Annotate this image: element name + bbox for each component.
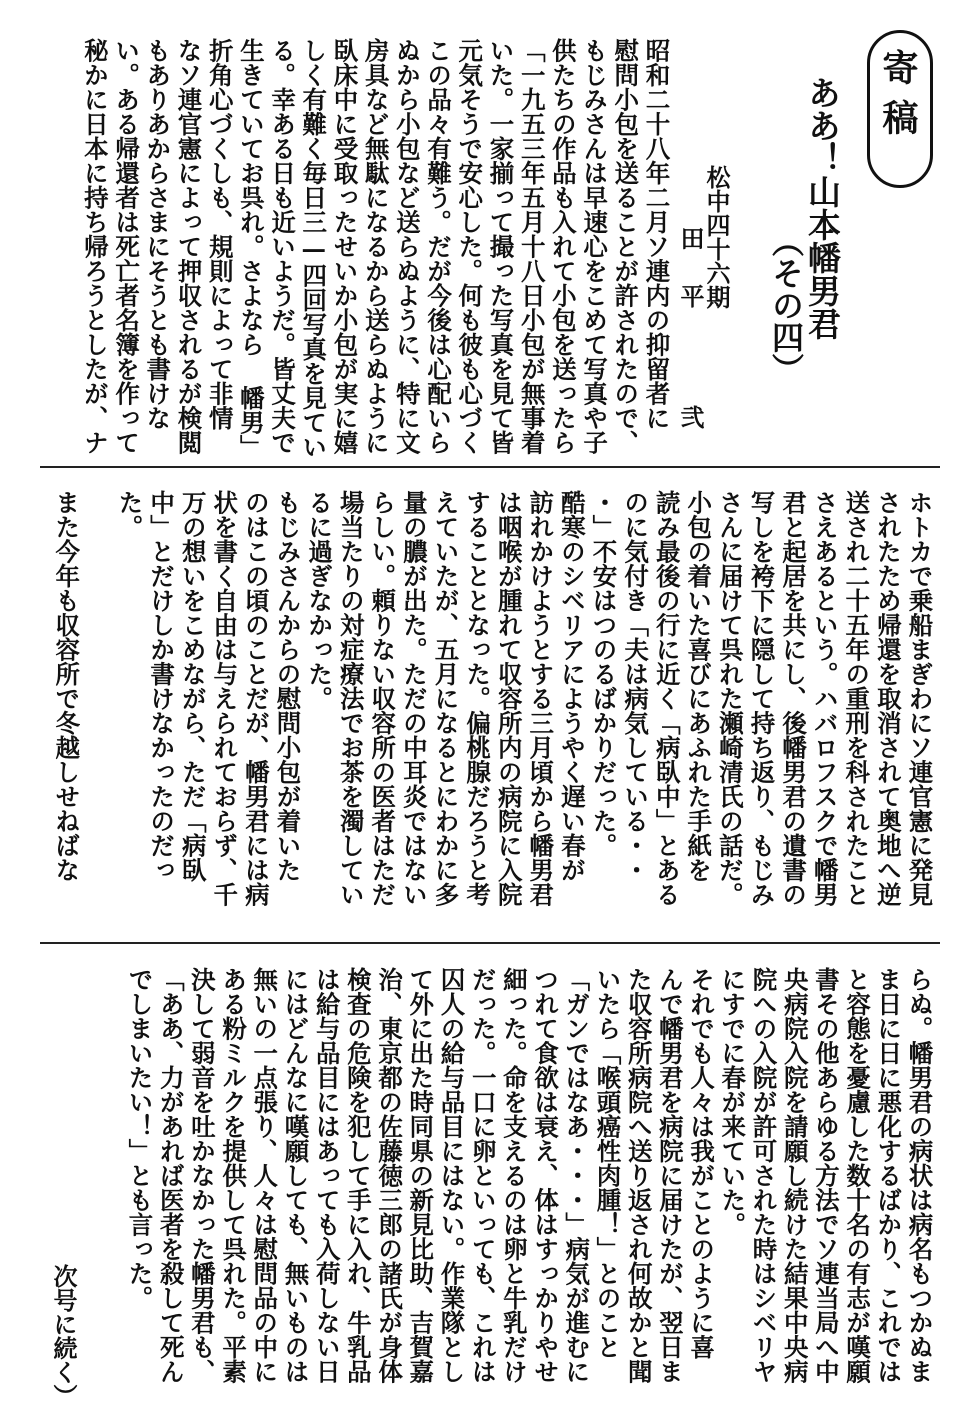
text-column: 君と起居を共にし、後幡男君の遺書の [779, 490, 809, 907]
text-column: にすでに春が来ていた。 [718, 967, 748, 1237]
text-column: さえあるという。ハバロフスクで幡男 [810, 490, 840, 907]
text-column: い。ある帰還者は死亡者名簿を作って [112, 38, 142, 455]
text-column: 読み最後の行に近く「病臥中」とある [652, 490, 682, 907]
byline-author: 田平 弐 [676, 226, 705, 463]
byline-school: 松中四十六期 [702, 165, 731, 309]
text-column: のに気付き「夫は病気している・・ [621, 490, 651, 882]
text-column: と容態を憂慮した数十名の有志が嘆願 [843, 967, 873, 1384]
text-column: さんに届けて呉れた瀬崎清氏の話だ。 [715, 490, 745, 907]
text-column: て外に出た時同県の新見比助、吉賀嘉 [406, 967, 436, 1384]
text-column: 「ガンではなあ・・・」病気が進むに [562, 967, 592, 1384]
text-column: 央病院入院を請願し続けた結果中央病 [780, 967, 810, 1384]
text-column: いた。一家揃って撮った写真を見て皆 [486, 38, 516, 455]
text-column: ぬから小包など送らぬように、特に文 [392, 38, 422, 455]
text-column: ある粉ミルクを提供して呉れた。平素 [219, 967, 249, 1384]
text-column: ・」不安はつのるばかりだった。 [589, 490, 619, 858]
text-column: るに過ぎなかった。 [305, 490, 335, 711]
text-column: しく有難く毎日三—四回写真を見てい [299, 38, 329, 459]
text-column: 小包の着いた喜びにあふれた手紙を [684, 490, 714, 882]
text-column: することとなった。偏桃腺だろうと考 [463, 490, 493, 907]
article-title: ああ！山本幡男君 [803, 76, 842, 340]
article-subtitle: （その四） [767, 225, 805, 385]
text-column: でしまいたい！」とも言った。 [125, 967, 155, 1310]
text-column: だった。一口に卵といっても、これは [468, 967, 498, 1384]
text-column: 秘かに日本に持ち帰ろうとしたが、ナ [80, 38, 110, 455]
text-column: は給与品目にはあっても入荷しない日 [312, 967, 342, 1384]
text-column: 折角心づくしも、規則によって非情 [205, 38, 235, 430]
text-column: 細った。命を支えるのは卵と牛乳だけ [499, 967, 529, 1384]
text-column: 「ああ、力があれば医者を殺して死ん [156, 967, 186, 1384]
text-column: ま日に日に悪化するばかり、これでは [874, 967, 904, 1384]
text-column: 場当たりの対症療法でお茶を濁してい [336, 490, 366, 907]
text-column: もありあからさまにそうとも書けな [143, 38, 173, 430]
to-be-continued: 次号に続く） [49, 1264, 78, 1408]
text-column: た。 [115, 490, 145, 539]
text-column: 無いの一点張り、人々は慰問品の中に [250, 967, 280, 1384]
text-column: 写しを袴下に隠して持ち返り、もじみ [747, 490, 777, 907]
text-column: また今年も収容所で冬越しせねばな [52, 490, 82, 882]
text-column: にはどんなに嘆願しても、無いものは [281, 967, 311, 1384]
text-column: た収容所病院へ送り返され何故かと聞 [624, 967, 654, 1384]
text-column: それでも人々は我がことのように喜 [687, 967, 717, 1359]
text-column: 状を書く自由は与えられておらず、千 [210, 490, 240, 907]
text-column: 生きていてお呉れ。さよなら 幡男」 [236, 38, 266, 459]
text-column: 決して弱音を吐かなかった幡男君も、 [187, 967, 217, 1384]
text-column: 書その他あらゆる方法でソ連当局へ中 [811, 967, 841, 1384]
text-column: 中」とだけしか書けなかったのだっ [147, 490, 177, 882]
text-column: る。幸ある日も近いようだ。皆丈夫で [268, 38, 298, 455]
text-column: 供たちの作品も入れて小包を送ったら [548, 38, 578, 455]
text-column: 送され二十五年の重刑を科されたこと [842, 490, 872, 907]
text-column: 元気そうで安心した。何も彼も心づく [455, 38, 485, 455]
text-column: 臥床中に受取ったせいか小包が実に嬉 [330, 38, 360, 455]
text-column: いたら「喉頭癌性肉腫！」とのこと [593, 967, 623, 1359]
text-column: もじみさんは早速心をこめて写真や子 [580, 38, 610, 455]
text-column: 昭和二十八年二月ソ連内の抑留者に [642, 38, 672, 430]
text-column: 訪れかけようとする三月頃から幡男君 [526, 490, 556, 907]
text-column: 「一九五三年五月十八日小包が無事着 [517, 38, 547, 455]
text-column: ホトカで乗船まぎわにソ連官憲に発見 [905, 490, 935, 907]
text-column: もじみさんからの慰問小包が着いた [273, 490, 303, 882]
text-column: 院への入院が許可された時はシベリヤ [749, 967, 779, 1384]
text-column: 酷寒のシベリアにようやく遅い春が [557, 490, 587, 882]
text-column: 検査の危険を犯して手に入れ、牛乳品 [343, 967, 373, 1384]
text-column: つれて食欲は衰え、体はすっかりやせ [531, 967, 561, 1384]
text-column: 量の膿が出た。ただの中耳炎ではない [399, 490, 429, 907]
text-column: この品々有難う。だが今後は心配いら [424, 38, 454, 455]
text-column: らしい。頼りない収容所の医者はただ [368, 490, 398, 907]
text-column: 囚人の給与品目にはない。作業隊とし [437, 967, 467, 1384]
badge-text: 寄稿 [877, 49, 919, 149]
text-column: 治、東京都の佐藤徳三郎の諸氏が身体 [375, 967, 405, 1384]
text-column: らぬ。幡男君の病状は病名もつかぬま [905, 967, 935, 1384]
text-column: のはこの頃のことだが、幡男君には病 [241, 490, 271, 907]
text-column: 万の想いをこめながら、ただ「病臥 [178, 490, 208, 882]
text-column: は咽喉が腫れて収容所内の病院に入院 [494, 490, 524, 907]
text-column: されたため帰還を取消されて奥地へ逆 [873, 490, 903, 907]
text-column: 房具など無駄になるから送らぬように [361, 38, 391, 455]
text-column: なソ連官憲によって押収されるが検閲 [174, 38, 204, 455]
text-column: えていたが、五月になるとにわかに多 [431, 490, 461, 907]
text-column: 慰問小包を送ることが許されたので、 [611, 38, 641, 455]
text-column: んで幡男君を病院に届けたが、翌日ま [655, 967, 685, 1384]
